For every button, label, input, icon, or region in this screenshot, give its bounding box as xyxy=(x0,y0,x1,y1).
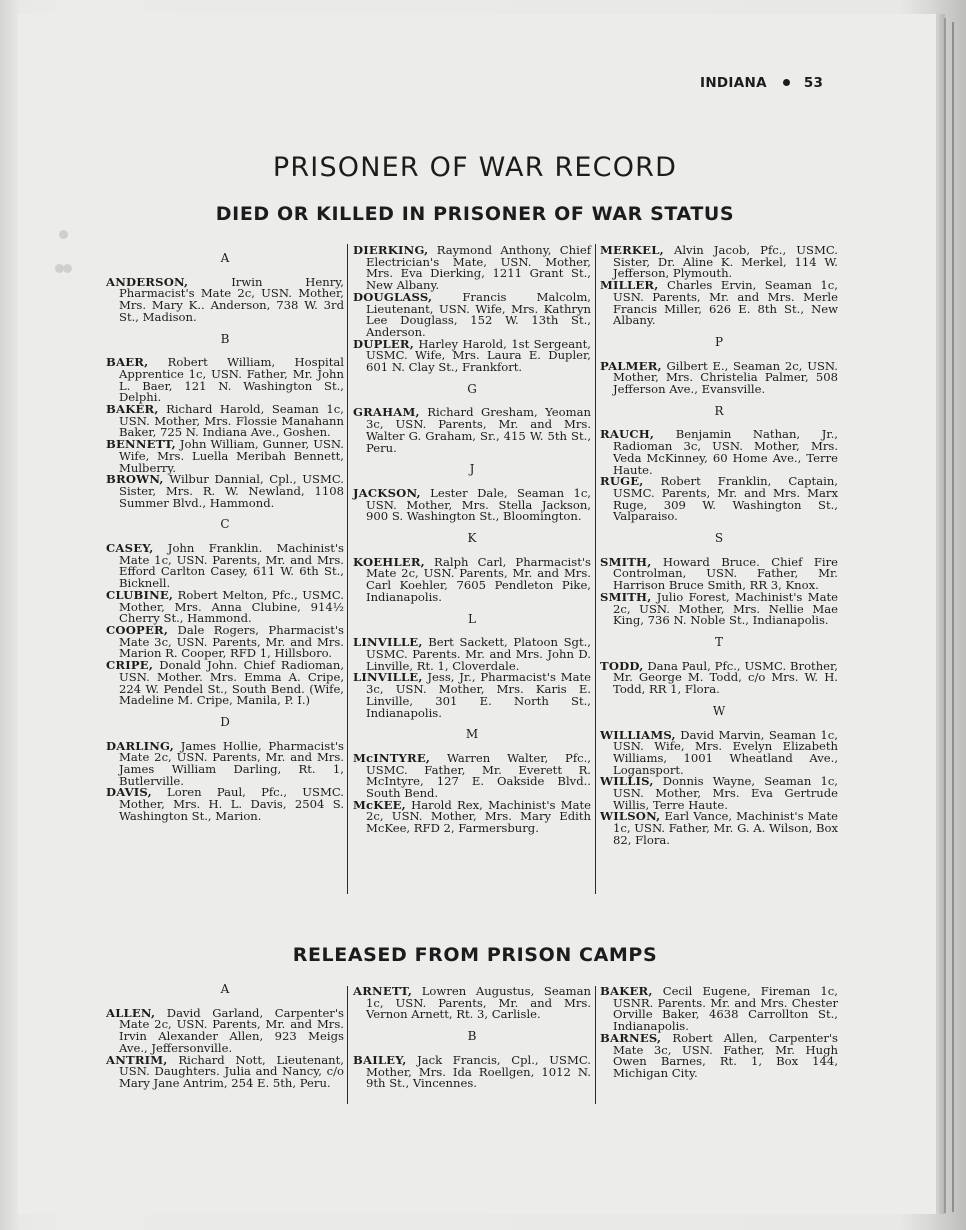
alphabet-letter-heading: R xyxy=(714,403,724,418)
entry-details: Richard Harold, Seaman 1c, USN. Mother, Mrs. Flossie Manahann Baker, 725 N. Indiana Ave., Goshen. xyxy=(119,402,344,440)
entry-surname: DARLING, xyxy=(106,738,174,753)
entry-details: Wilbur Dannial, Cpl., USMC. Sister, Mrs. R. W. Newland, 1108 Summer Blvd., Hammond. xyxy=(119,472,344,510)
alphabet-letter-heading: J xyxy=(469,462,475,477)
entry-details: Earl Vance, Machinist's Mate 1c, USN. Father, Mr. G. A. Wilson, Box 82, Flora. xyxy=(613,809,838,847)
column-released-2 xyxy=(353,986,591,1090)
entry-surname: WILSON, xyxy=(600,809,661,824)
entry-details: Cecil Eugene, Fireman 1c, USNR. Parents. Mr. and Mrs. Chester Orville Baker, 4638 Carrollton St., Indianapolis. xyxy=(613,984,838,1034)
entry-details: Dale Rogers, Pharmacist's Mate 3c, USN. Parents, Mr. and Mrs. Marion R. Cooper, RFD 1, Hillsboro. xyxy=(119,622,344,661)
record-entry xyxy=(600,554,838,593)
alphabet-letter-heading: K xyxy=(467,531,477,546)
record-entry xyxy=(600,1030,838,1080)
alphabet-letter-heading: A xyxy=(220,251,230,265)
entry-details: Raymond Anthony, Chief Electrician's Mate, USN. Mother, Mrs. Eva Dierking, 1211 Grant St., New Albany. xyxy=(366,243,591,293)
entry-details: Robert Allen, Carpenter's Mate 3c, USN. Father, Mr. Hugh Owen Barnes, Rt. 1, Box 144, Michigan City. xyxy=(613,1030,838,1080)
column-rule xyxy=(595,244,596,894)
entry-details: Benjamin Nathan, Jr., Radioman 3c, USN. Mother, Mrs. Veda McKinney, 60 Home Ave., Terre Haute. xyxy=(613,427,838,477)
entry-surname: MERKEL, xyxy=(600,243,664,257)
entry-surname: JACKSON, xyxy=(353,485,421,500)
entry-surname: GRAHAM, xyxy=(353,405,420,420)
entry-details: David Garland, Carpenter's Mate 2c, USN. Parents, Mr. and Mrs. Irvin Alexander Allen, 923 Meigs Ave., Jeffersonville. xyxy=(119,1005,344,1055)
record-entry xyxy=(106,274,344,324)
section-heading-released: RELEASED FROM PRISON CAMPS xyxy=(292,944,658,966)
entry-surname: TODD, xyxy=(600,658,644,673)
entry-surname: COOPER, xyxy=(106,622,169,637)
entry-surname: MILLER, xyxy=(600,278,659,293)
entry-surname: ANDERSON, xyxy=(106,274,189,289)
entry-details: Robert William, Hospital Apprentice 1c, USN. Father, Mr. John L. Baer, 121 N. Washington St., Delphi. xyxy=(119,355,344,405)
alphabet-letter-heading: S xyxy=(714,531,724,546)
page-title: PRISONER OF WAR RECORD xyxy=(272,152,678,183)
record-entry xyxy=(600,658,838,697)
record-entry xyxy=(600,986,838,1033)
record-entry xyxy=(106,622,344,661)
column-died-3 xyxy=(600,245,838,847)
entry-surname: DIERKING, xyxy=(353,243,429,257)
column-released-1 xyxy=(106,974,344,1090)
column-rule xyxy=(347,986,348,1104)
entry-surname: BAKER, xyxy=(600,984,653,998)
state-name: INDIANA xyxy=(700,75,767,91)
entry-details: John William, Gunner, USN. Wife, Mrs. Luella Meribah Bennett, Mulberry. xyxy=(119,437,344,475)
entry-details: Harold Rex, Machinist's Mate 2c, USN. Mother, Mrs. Mary Edith McKee, RFD 2, Farmersburg. xyxy=(366,797,591,836)
entry-surname: BAILEY, xyxy=(353,1052,407,1067)
record-entry xyxy=(600,589,838,628)
page-number: 53 xyxy=(803,75,824,91)
column-died-1 xyxy=(106,243,344,823)
entry-details: Jess, Jr., Pharmacist's Mate 3c, USN. Mother, Mrs. Karis E. Linville, 301 E. North St., Indianapolis. xyxy=(366,670,591,720)
alphabet-letter-heading: G xyxy=(467,381,477,396)
alphabet-letter-heading: M xyxy=(465,727,479,742)
entry-details: Jack Francis, Cpl., USMC. Mother, Mrs. Ida Roellgen, 1012 N. 9th St., Vincennes. xyxy=(366,1052,591,1091)
record-entry xyxy=(600,811,838,846)
record-entry xyxy=(600,280,838,327)
entry-details: Irwin Henry, Pharmacist's Mate 2c, USN. Mother, Mrs. Mary K.. Anderson, 738 W. 3rd St., Madison. xyxy=(119,274,344,324)
record-entry xyxy=(600,727,838,777)
record-entry xyxy=(353,245,591,292)
record-entry xyxy=(106,474,344,509)
entry-surname: DAVIS, xyxy=(106,785,152,800)
entry-details: Howard Bruce. Chief Fire Controlman, USN. Father, Mr. Harrison Bruce Smith, RR 3, Knox. xyxy=(613,554,838,593)
entry-surname: ANTRIM, xyxy=(106,1052,168,1067)
running-head xyxy=(700,75,860,91)
entry-details: Donnis Wayne, Seaman 1c, USN. Mother, Mrs. Eva Gertrude Willis, Terre Haute. xyxy=(613,774,838,812)
alphabet-letter-heading: B xyxy=(220,331,230,346)
entry-details: Warren Walter, Pfc., USMC. Father, Mr. Everett R. McIntyre, 127 E. Oakside Blvd.. South Bend. xyxy=(366,750,591,801)
entry-surname: SMITH, xyxy=(600,554,652,569)
entry-details: David Marvin, Seaman 1c, USN. Wife, Mrs. Evelyn Elizabeth Williams, 1001 Wheatland Ave., Logansport. xyxy=(613,727,838,777)
bullet-separator xyxy=(783,79,790,86)
entry-surname: RAUCH, xyxy=(600,427,655,442)
alphabet-letter-heading: W xyxy=(712,703,726,718)
record-entry xyxy=(353,1052,591,1091)
entry-surname: KOEHLER, xyxy=(353,554,425,569)
record-entry xyxy=(600,358,838,397)
entry-surname: PALMER, xyxy=(600,358,662,373)
section-heading-died: DIED OR KILLED IN PRISONER OF WAR STATUS xyxy=(215,203,735,225)
entry-details: Julio Forest, Machinist's Mate 2c, USN. Mother, Mrs. Nellie Mae King, 736 N. Noble St., Indianapolis. xyxy=(613,589,838,628)
record-entry xyxy=(353,407,591,454)
entry-surname: WILLIS, xyxy=(600,774,654,789)
entry-surname: BARNES, xyxy=(600,1030,662,1045)
record-entry xyxy=(600,776,838,811)
entry-surname: BAER, xyxy=(106,355,149,370)
alphabet-letter-heading: B xyxy=(467,1029,477,1044)
record-entry xyxy=(353,637,591,672)
record-entry xyxy=(106,738,344,788)
record-entry xyxy=(353,485,591,524)
entry-surname: LINVILLE, xyxy=(353,635,423,650)
entry-surname: ALLEN, xyxy=(106,1005,156,1020)
entry-details: Lowren Augustus, Seaman 1c, USN. Parents, Mr. and Mrs. Vernon Arnett, Rt. 3, Carlisle. xyxy=(366,984,591,1022)
record-entry xyxy=(106,404,344,439)
record-entry xyxy=(353,289,591,339)
entry-surname: RUGE, xyxy=(600,474,644,489)
alphabet-letter-heading: D xyxy=(220,714,230,729)
column-died-2 xyxy=(353,245,591,835)
entry-details: Bert Sackett, Platoon Sgt., USMC. Parents. Mr. and Mrs. John D. Linville, Rt. 1, Cloverdale. xyxy=(366,635,591,673)
record-entry xyxy=(106,1052,344,1090)
entry-surname: WILLIAMS, xyxy=(600,727,676,742)
record-entry xyxy=(353,986,591,1021)
entry-surname: BENNETT, xyxy=(106,437,176,452)
entry-surname: CASEY, xyxy=(106,541,154,556)
entry-details: Dana Paul, Pfc., USMC. Brother, Mr. George M. Todd, c/o Mrs. W. H. Todd, RR 1, Flora. xyxy=(613,658,838,697)
entry-surname: DOUGLASS, xyxy=(353,289,433,304)
record-entry xyxy=(353,554,591,604)
entry-details: Harley Harold, 1st Sergeant, USMC. Wife, Mrs. Laura E. Dupler, 601 N. Clay St., Frankfort. xyxy=(366,336,591,375)
record-entry xyxy=(600,476,838,523)
entry-surname: BAKER, xyxy=(106,402,159,417)
entry-surname: ARNETT, xyxy=(353,984,413,998)
column-rule xyxy=(347,244,348,894)
entry-details: Ralph Carl, Pharmacist's Mate 2c, USN. Parents, Mr. and Mrs. Carl Koehler, 7605 Pendleton Pike, Indianapolis. xyxy=(366,554,591,604)
page-edge xyxy=(944,18,946,1213)
entry-surname: McINTYRE, xyxy=(353,750,431,765)
column-released-3 xyxy=(600,986,838,1080)
alphabet-letter-heading: P xyxy=(714,334,724,349)
entry-details: Donald John. Chief Radioman, USN. Mother. Mrs. Emma A. Cripe, 224 W. Pendel St., South Bend. (Wife, Madeline M. Cripe, Manila, P. I.) xyxy=(119,658,344,708)
alphabet-letter-heading: A xyxy=(220,982,230,996)
entry-surname: CRIPE, xyxy=(106,658,154,673)
entry-surname: McKEE, xyxy=(353,797,406,812)
record-entry xyxy=(106,587,344,626)
entry-details: Richard Gresham, Yeoman 3c, USN. Parents, Mr. and Mrs. Walter G. Graham, Sr., 415 W. 5th St., Peru. xyxy=(366,405,591,455)
entry-surname: DUPLER, xyxy=(353,336,414,351)
record-entry xyxy=(106,1005,344,1055)
entry-surname: CLUBINE, xyxy=(106,587,174,602)
entry-details: Gilbert E., Seaman 2c, USN. Mother, Mrs. Christelia Palmer, 508 Jefferson Ave., Evansville. xyxy=(613,358,838,397)
entry-surname: LINVILLE, xyxy=(353,670,423,685)
entry-details: Alvin Jacob, Pfc., USMC. Sister, Dr. Aline K. Merkel, 114 W. Jefferson, Plymouth. xyxy=(613,243,838,281)
column-rule xyxy=(595,986,596,1104)
record-entry xyxy=(353,672,591,719)
record-entry xyxy=(600,429,838,476)
page-edge xyxy=(952,22,954,1212)
entry-details: James Hollie, Pharmacist's Mate 2c, USN. Parents, Mr. and Mrs. James William Darling, Rt. 1, Butlerville. xyxy=(119,738,344,788)
entry-details: John Franklin. Machinist's Mate 1c, USN. Parents, Mr. and Mrs. Efford Carlton Casey, 611 W. 6th St., Bicknell. xyxy=(119,541,344,591)
entry-details: Loren Paul, Pfc., USMC. Mother, Mrs. H. L. Davis, 2504 S. Washington St., Marion. xyxy=(119,785,344,823)
record-entry xyxy=(600,245,838,280)
record-entry xyxy=(353,336,591,375)
record-entry xyxy=(106,787,344,822)
entry-details: Lester Dale, Seaman 1c, USN. Mother, Mrs. Stella Jackson, 900 S. Washington St., Bloomington. xyxy=(366,485,591,524)
alphabet-letter-heading: T xyxy=(714,634,723,649)
entry-details: Robert Franklin, Captain, USMC. Parents, Mr. and Mrs. Marx Ruge, 309 W. Washington St., Valparaiso. xyxy=(613,474,838,524)
record-entry xyxy=(106,439,344,474)
record-entry xyxy=(106,660,344,707)
entry-surname: BROWN, xyxy=(106,472,164,487)
entry-details: Robert Melton, Pfc., USMC. Mother, Mrs. Anna Clubine, 914½ Cherry St., Hammond. xyxy=(119,587,344,626)
record-entry xyxy=(106,543,344,590)
record-entry xyxy=(353,750,591,801)
entry-details: Richard Nott, Lieutenant, USN. Daughters. Julia and Nancy, c/o Mary Jane Antrim, 254 E. 5th, Peru. xyxy=(119,1052,344,1090)
record-entry xyxy=(106,357,344,404)
entry-surname: SMITH, xyxy=(600,589,652,604)
record-entry xyxy=(353,797,591,836)
entry-details: Francis Malcolm, Lieutenant, USN. Wife, Mrs. Kathryn Lee Douglass, 152 W. 13th St., Anderson. xyxy=(366,289,591,339)
alphabet-letter-heading: C xyxy=(220,517,230,532)
entry-details: Charles Ervin, Seaman 1c, USN. Parents, Mr. and Mrs. Merle Francis Miller, 626 E. 8th St., New Albany. xyxy=(613,278,838,328)
alphabet-letter-heading: L xyxy=(468,611,476,626)
